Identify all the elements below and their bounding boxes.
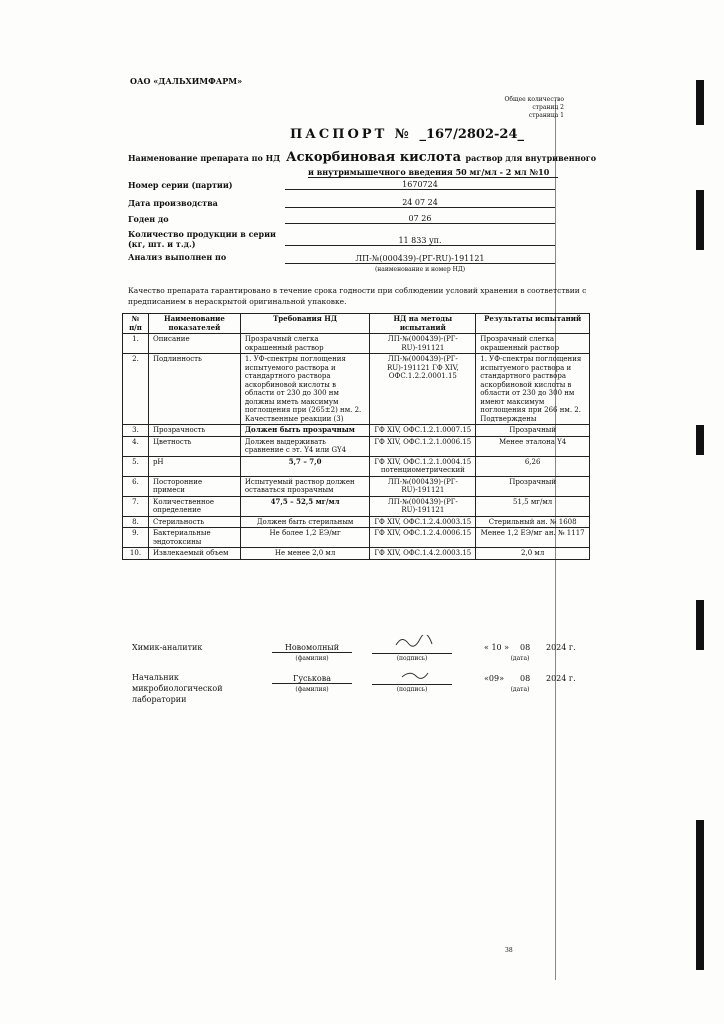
company-name: ОАО «ДАЛЬХИМФАРМ»	[130, 76, 243, 86]
signature-line	[372, 643, 452, 654]
table-row: 5. pH 5,7 – 7,0 ГФ XIV, ОФС.1.2.1.0004.15 потенциометрический 6,26	[123, 456, 590, 476]
signature-date-year: 2024 г.	[546, 674, 576, 683]
edge-mark	[696, 600, 704, 650]
signature-caption: (подпись)	[396, 655, 428, 662]
table-row: 7. Количественное определение 47,5 – 52,5 мг/мл ЛП-№(000439)-(РГ-RU)-191121 51,5 мг/мл	[123, 496, 590, 516]
signature-date-month: 08	[520, 643, 531, 652]
handwritten-signature-icon	[394, 635, 434, 649]
table-row: 6. Посторонние примеси Испытуемый раствор должен оставаться прозрачным ЛП-№(000439)-(РГ-RU)-191121 Прозрачный	[123, 476, 590, 496]
drug-label: Наименование препарата по НД	[128, 153, 281, 163]
table-row: 4. Цветность Должен выдерживать сравнение с эт. Y4 или GY4 ГФ XIV, ОФС.1.2.1.0006.15 Менее эталона Y4	[123, 436, 590, 456]
header-cell: НД на методы испытаний	[370, 314, 476, 334]
header-cell: Результаты испытаний	[476, 314, 590, 334]
quantity-value: 11 833 уп.	[285, 236, 555, 246]
edge-mark	[696, 190, 704, 250]
signature-surname: Гуськова	[272, 674, 352, 684]
header-cell: № п/п	[123, 314, 149, 334]
analysis-label: Анализ выполнен по	[128, 252, 227, 262]
signature-date-month: 08	[520, 674, 531, 683]
pages-note: Общее количество страниц 2 страница 1	[504, 96, 564, 119]
signature-line	[372, 674, 452, 685]
edge-mark	[696, 425, 704, 455]
signature-role-microbiologist: Начальник микробиологической лаборатории	[132, 673, 223, 704]
production-label: Дата производства	[128, 198, 218, 208]
signature-date-day: « 10 »	[484, 643, 510, 652]
drug-name: Аскорбиновая кислота раствор для внутривенного	[286, 150, 597, 165]
edge-mark	[696, 820, 704, 970]
expiry-label: Годен до	[128, 214, 169, 224]
signature-caption: (подпись)	[396, 686, 428, 693]
table-row: 9. Бактериальные эндотоксины Не более 1,2 ЕЭ/мг ГФ XIV, ОФС.1.2.4.0006.15 Менее 1,2 ЕЭ/мг ан. № 1117	[123, 528, 590, 548]
table-row: 8. Стерильность Должен быть стерильным ГФ XIV, ОФС.1.2.4.0003.15 Стерильный ан. № 1608	[123, 516, 590, 528]
table-row: 3. Прозрачность Должен быть прозрачным ГФ XIV, ОФС.1.2.1.0007.15 Прозрачный	[123, 425, 590, 437]
production-value: 24 07 24	[285, 198, 555, 208]
signature-surname: Новомолный	[272, 643, 352, 653]
surname-caption: (фамилия)	[295, 655, 329, 662]
analysis-value: ЛП-№(000439)-(РГ-RU)-191121	[285, 254, 555, 264]
signature-date-year: 2024 г.	[546, 643, 576, 652]
quantity-label: Количество продукции в серии (кг, шт. и т.д.)	[128, 229, 276, 249]
table-header-row	[123, 314, 590, 334]
table-row: 2. Подлинность 1. УФ-спектры поглощения испытуемого раствора и стандартного раствора аскорбиновой кислоты в области от 230 до 300 нм должны иметь максимум поглощения при (265±2) нм. 2. Качественные реакции (3) ЛП-№(000439)-(РГ-RU)-191121 ГФ XIV, ОФС.1.2.2.0001.15 1. УФ-спектры поглощения испытуемого раствора и стандартного раствора аскорбиновой кислоты в области от 230 до 300 нм имеют максимум поглощения при 266 нм. 2. Подтверждены	[123, 354, 590, 425]
signature-role-chemist: Химик-аналитик	[132, 643, 203, 652]
header-cell: Требования НД	[240, 314, 370, 334]
expiry-value: 07 26	[285, 214, 555, 224]
guarantee-text: Качество препарата гарантировано в течение срока годности при соблюдении условий хранения в соответствии с предписанием в нераскрытой оригинальной упаковке.	[128, 286, 587, 306]
handwritten-signature-icon	[400, 668, 430, 680]
series-value: 1670724	[285, 180, 555, 190]
footer-mark: 38	[505, 947, 513, 954]
header-cell: Наименование показателей	[148, 314, 240, 334]
page-title: ПАСПОРТ № _167/2802-24_	[290, 127, 525, 142]
series-label: Номер серии (партии)	[128, 180, 233, 190]
drug-form: и внутримышечного введения 50 мг/мл - 2 мл №10	[308, 167, 558, 178]
date-caption: (дата)	[510, 686, 530, 693]
date-caption: (дата)	[510, 655, 530, 662]
analysis-caption: (наименование и номер НД)	[374, 266, 466, 273]
table-row: 10. Извлекаемый объем Не менее 2,0 мл ГФ XIV, ОФС.1.4.2.0003.15 2,0 мл	[123, 548, 590, 560]
test-results-table	[122, 313, 590, 560]
surname-caption: (фамилия)	[295, 686, 329, 693]
table-row: 1. Описание Прозрачный слегка окрашенный раствор ЛП-№(000439)-(РГ-RU)-191121 Прозрачный слегка окрашенный раствор	[123, 334, 590, 354]
signature-date-day: «09»	[484, 674, 504, 683]
edge-mark	[696, 80, 704, 125]
